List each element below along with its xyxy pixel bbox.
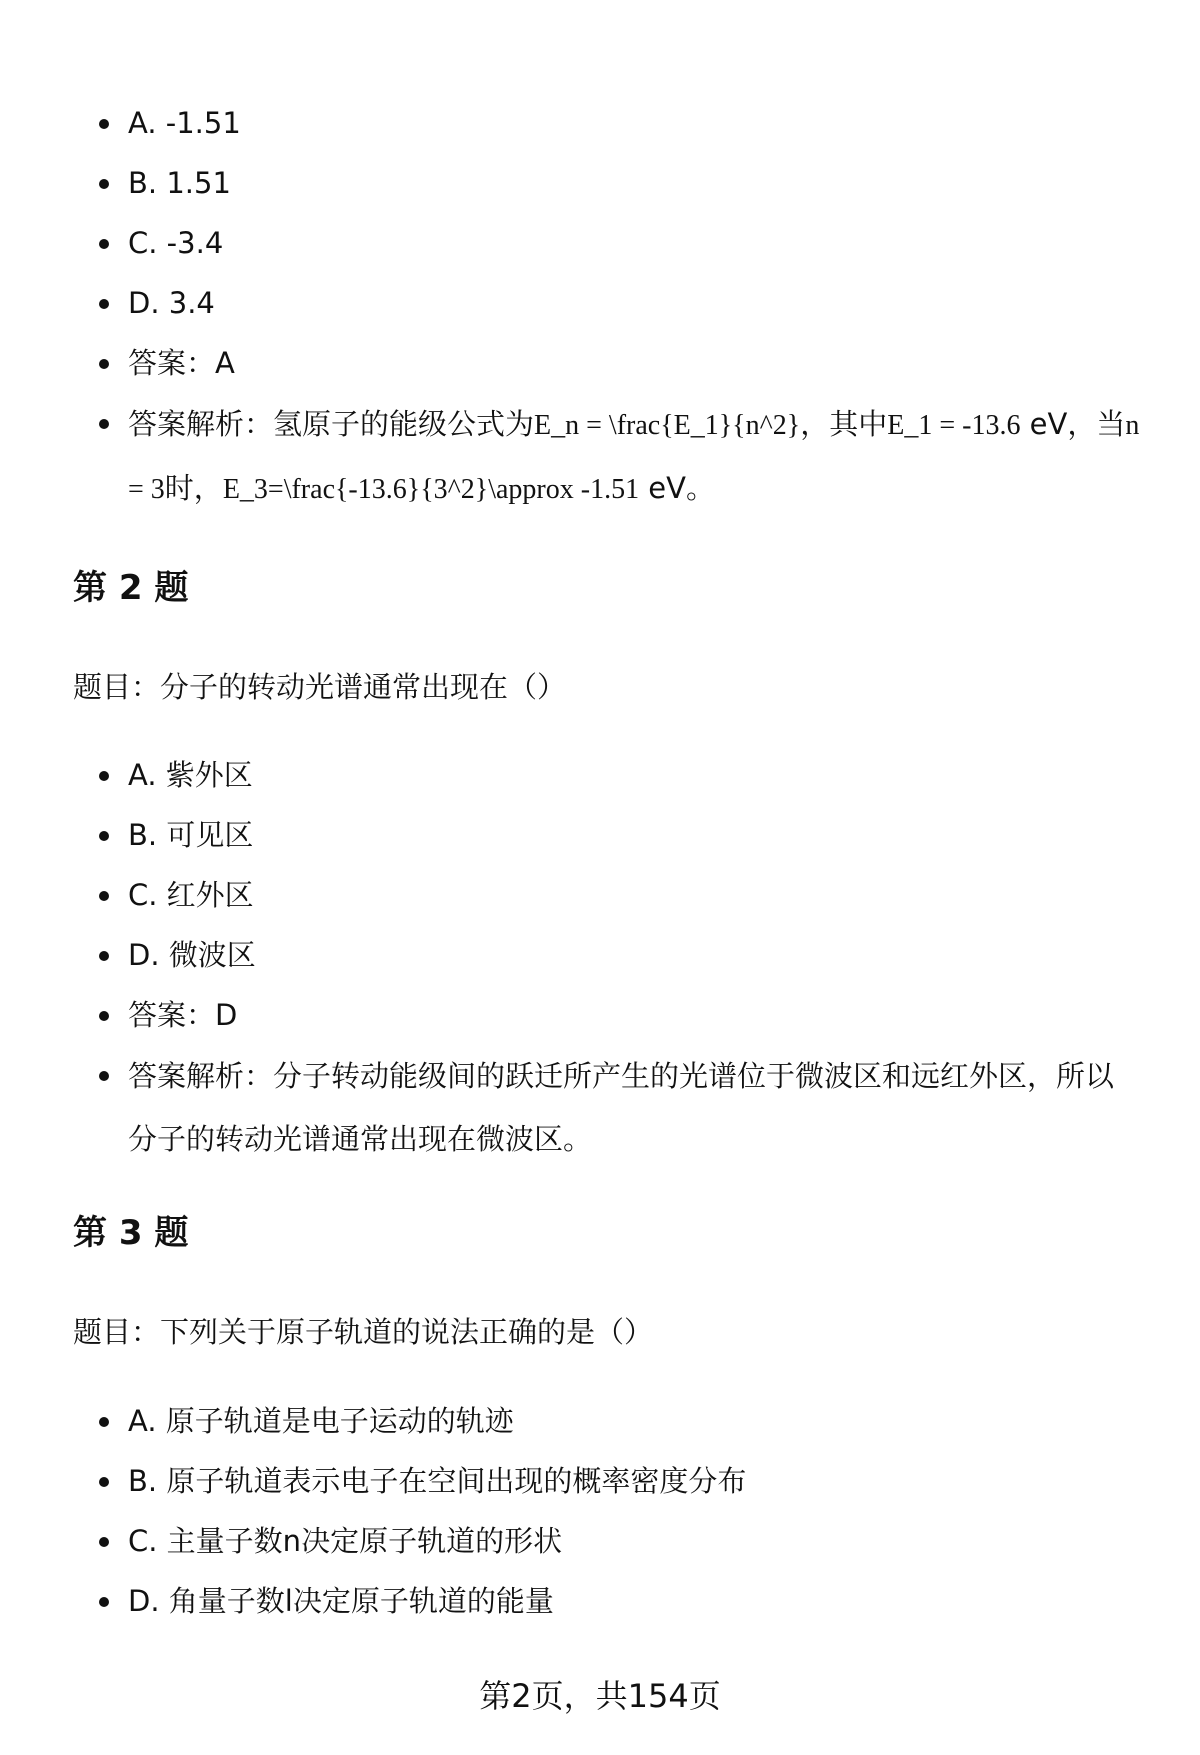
q3-option-c: C. 主量子数n决定原子轨道的形状 <box>0 1511 1200 1571</box>
q2-analysis: 答案解析：分子转动能级间的跃迁所产生的光谱位于微波区和远红外区，所以分子的转动光谱通常出现在微波区。 <box>0 1045 1200 1171</box>
q2-option-a: A. 紫外区 <box>0 745 1200 805</box>
q1-analysis-prefix: 答案解析：氢原子的能级公式为 <box>128 407 535 441</box>
q3-heading: 第 3 题 <box>73 1213 189 1253</box>
q3-option-b: B. 原子轨道表示电子在空间出现的概率密度分布 <box>0 1451 1200 1511</box>
q1-answer: 答案：A <box>0 333 1200 393</box>
q2-heading: 第 2 题 <box>73 568 189 608</box>
q1-option-a: A. -1.51 <box>0 93 1200 153</box>
q2-option-b: B. 可见区 <box>0 805 1200 865</box>
q1-analysis <box>0 393 1200 521</box>
q1-option-c: C. -3.4 <box>0 213 1200 273</box>
q1-analysis-mid1: ，其中 <box>800 407 888 441</box>
q1-formula-energy-level: E_n = \frac{E_1}{n^2} <box>534 410 801 441</box>
q1-analysis-mid2: eV，当 <box>1020 407 1126 441</box>
q1-formula-e3: E_3=\frac{-13.6}{3^2}\approx -1.51 <box>222 474 640 505</box>
q2-option-c: C. 红外区 <box>0 865 1200 925</box>
q1-analysis-suffix: eV。 <box>639 471 715 505</box>
q1-formula-n: n = 3 <box>128 410 1140 505</box>
q1-option-b: B. 1.51 <box>0 153 1200 213</box>
q2-option-d: D. 微波区 <box>0 925 1200 985</box>
q2-stem: 题目：分子的转动光谱通常出现在（） <box>73 670 567 704</box>
q2-answer: 答案：D <box>0 985 1200 1045</box>
q2-options-list <box>0 745 1200 1171</box>
q1-options-list <box>0 93 1200 521</box>
q3-stem: 题目：下列关于原子轨道的说法正确的是（） <box>73 1315 654 1349</box>
q1-analysis-mid3: 时， <box>164 471 223 505</box>
q3-options-list <box>0 1391 1200 1631</box>
q1-formula-e1: E_1 = -13.6 <box>887 410 1021 441</box>
page-footer: 第2页，共154页 <box>479 1677 721 1715</box>
q1-option-d: D. 3.4 <box>0 273 1200 333</box>
q3-option-a: A. 原子轨道是电子运动的轨迹 <box>0 1391 1200 1451</box>
q3-option-d: D. 角量子数l决定原子轨道的能量 <box>0 1571 1200 1631</box>
